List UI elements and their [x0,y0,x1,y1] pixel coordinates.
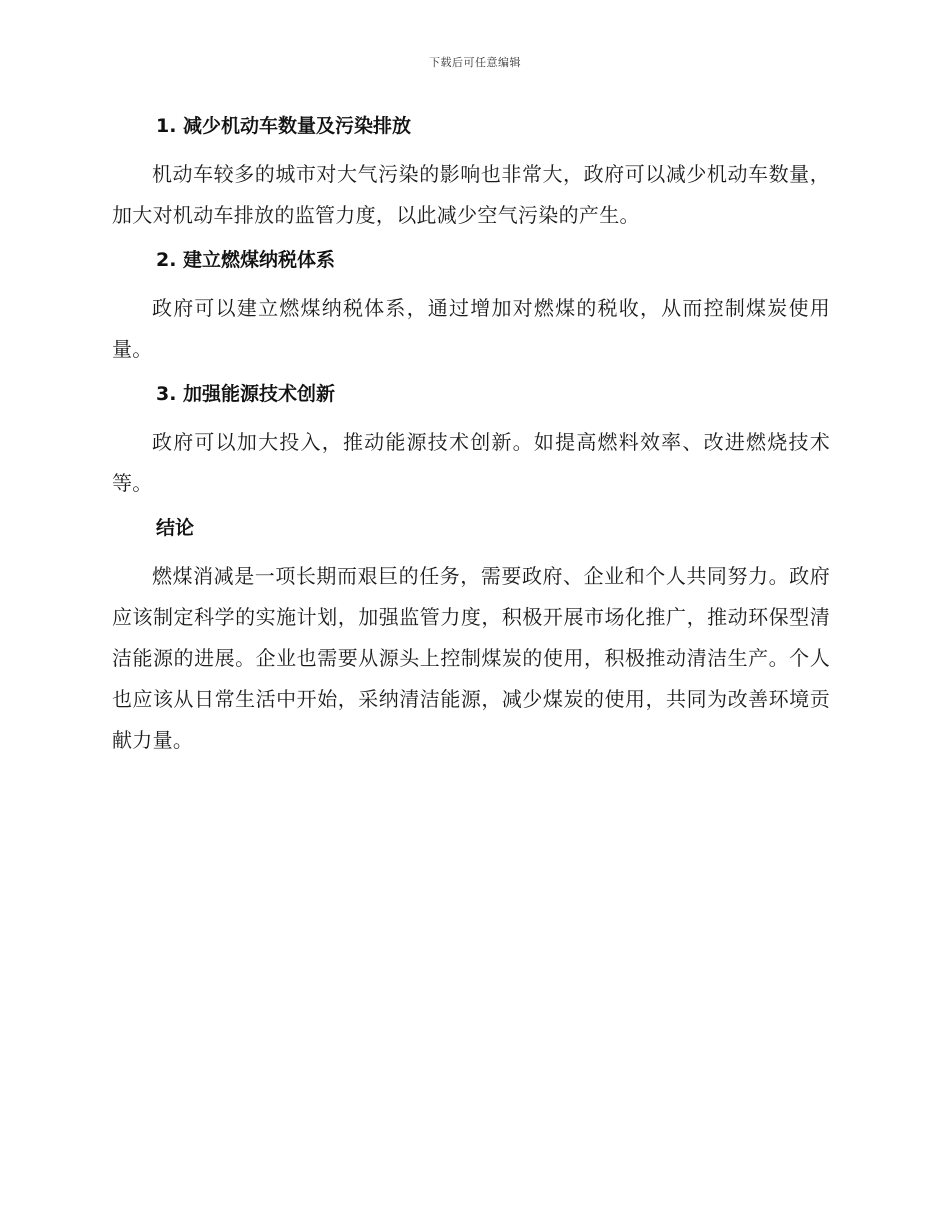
section-paragraph: 机动车较多的城市对大气污染的影响也非常大，政府可以减少机动车数量，加大对机动车排放的监管力度，以此减少空气污染的产生。 [112,162,830,227]
section-coal-tax [112,246,830,370]
page-header: 下载后可任意编辑 [429,56,521,69]
section-conclusion [112,514,830,761]
section-heading: 2. 建立燃煤纳税体系 [156,249,336,271]
section-heading: 3. 加强能源技术创新 [156,383,336,405]
section-heading: 1. 减少机动车数量及污染排放 [156,115,412,137]
document-body [112,112,830,771]
section-paragraph: 政府可以建立燃煤纳税体系，通过增加对燃煤的税收，从而控制煤炭使用量。 [112,296,830,361]
section-reduce-vehicles [112,112,830,236]
section-paragraph: 政府可以加大投入，推动能源技术创新。如提高燃料效率、改进燃烧技术等。 [112,430,830,495]
section-heading: 结论 [156,517,195,539]
section-energy-innovation [112,380,830,504]
section-paragraph: 燃煤消减是一项长期而艰巨的任务，需要政府、企业和个人共同努力。政府应该制定科学的实施计划，加强监管力度，积极开展市场化推广，推动环保型清洁能源的进展。企业也需要从源头上控制煤炭的使用，积极推动清洁生产。个人也应该从日常生活中开始，采纳清洁能源，减少煤炭的使用，共同为改善环境贡献力量。 [112,564,830,752]
